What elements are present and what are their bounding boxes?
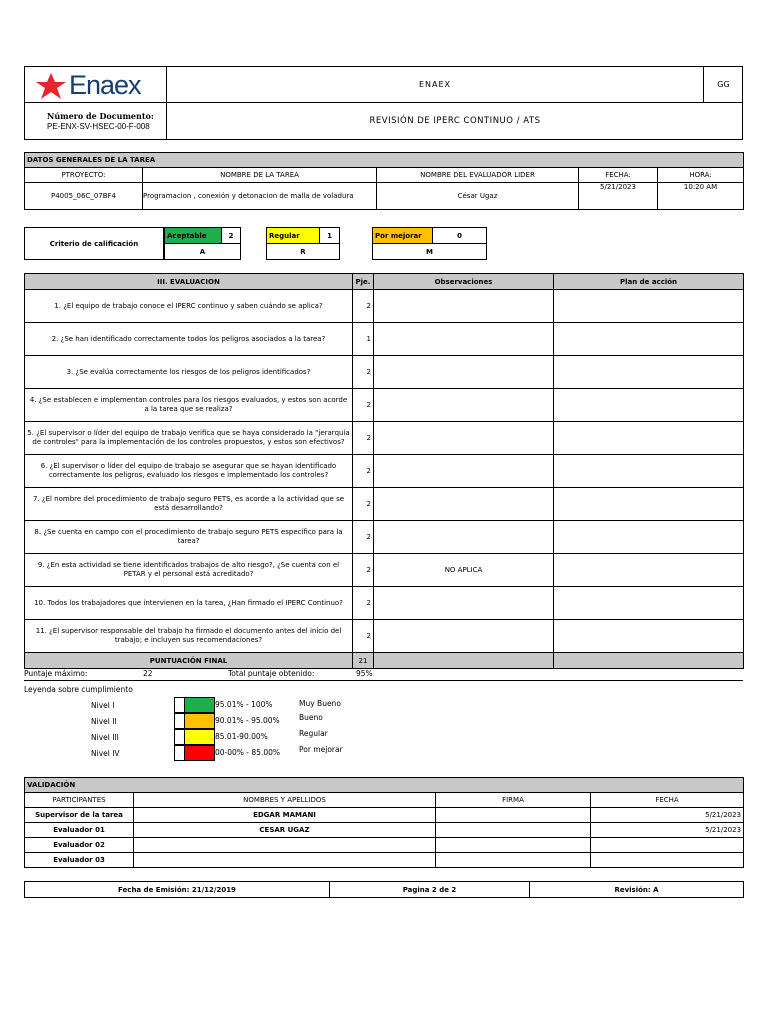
question-text: 2. ¿Se han identificado correctamente todos los peligros asociados a la tarea? (25, 323, 353, 356)
document-header (24, 66, 743, 140)
col-validation-date: FECHA (591, 793, 744, 808)
col-evaluator: NOMBRE DEL EVALUADOR LIDER (377, 168, 579, 183)
question-score[interactable]: 2 (353, 620, 374, 653)
participant-name[interactable]: EDGAR MAMANI (134, 808, 436, 823)
total-score-label: Total puntaje obtenido: (228, 669, 315, 678)
criteria-regular (266, 227, 340, 260)
question-text: 8. ¿Se cuenta en campo con el procedimiento de trabajo seguro PETS específico para la tarea? (25, 521, 353, 554)
issue-date: Fecha de Emisión: 21/12/2019 (25, 882, 330, 898)
legend-color-swatch (185, 745, 215, 761)
page-number: Pagina 2 de 2 (330, 882, 530, 898)
doc-number-cell (25, 103, 167, 139)
question-observation[interactable] (374, 290, 554, 323)
criteria-regular-value: 1 (320, 228, 340, 244)
participant-role: Evaluador 01 (25, 823, 134, 838)
question-text: 9. ¿En esta actividad se tiene identificados trabajos de alto riesgo?, ¿Se cuenta con el PETAR y el personal está acreditado? (25, 554, 353, 587)
question-observation[interactable] (374, 356, 554, 389)
question-text: 3. ¿Se evalúa correctamente los riesgos de los peligros identificados? (25, 356, 353, 389)
col-time: HORA: (658, 168, 744, 183)
legend-range: 90.01% - 95.00% (215, 716, 280, 725)
right-code: GG (703, 67, 743, 103)
col-task: NOMBRE DE LA TAREA (143, 168, 377, 183)
criteria-improve-value: 0 (433, 228, 487, 244)
legend-range: 85.01-90.00% (215, 732, 268, 741)
question-row (25, 290, 744, 323)
validation-row (25, 853, 744, 868)
legend-range: 95.01% - 100% (215, 700, 273, 709)
criteria-acceptable-letter: A (165, 244, 241, 260)
question-row (25, 587, 744, 620)
legend-color-swatch (185, 697, 215, 713)
question-text: 4. ¿Se establecen e implementan controles para los riesgos evaluados, y estos son acorde a la tarea que se realiza? (25, 389, 353, 422)
criteria-improve (372, 227, 487, 260)
question-score[interactable]: 2 (353, 356, 374, 389)
legend-level-name: Nivel II (91, 717, 117, 726)
col-evaluation: III. EVALUACION (25, 274, 353, 290)
criteria-improve-name: Por mejorar (373, 228, 433, 244)
participant-date[interactable] (591, 838, 744, 853)
question-row (25, 356, 744, 389)
question-observation[interactable] (374, 587, 554, 620)
question-observation[interactable] (374, 455, 554, 488)
criteria-acceptable-value: 2 (222, 228, 241, 244)
question-action-plan[interactable] (554, 587, 744, 620)
criteria-label: Criterio de calificación (25, 228, 164, 260)
question-score[interactable]: 2 (353, 488, 374, 521)
question-action-plan[interactable] (554, 389, 744, 422)
legend-checkbox (174, 729, 185, 745)
question-action-plan[interactable] (554, 455, 744, 488)
col-names: NOMBRES Y APELLIDOS (134, 793, 436, 808)
participant-role: Evaluador 03 (25, 853, 134, 868)
question-score[interactable]: 2 (353, 521, 374, 554)
legend-label: Bueno (299, 713, 323, 722)
question-action-plan[interactable] (554, 620, 744, 653)
validation-row (25, 808, 744, 823)
participant-signature[interactable] (436, 853, 591, 868)
question-observation[interactable]: NO APLICA (374, 554, 554, 587)
col-project: PTROYECTO: (25, 168, 143, 183)
question-text: 11. ¿El supervisor responsable del trabajo ha firmado el documento antes del inicio del trabajo; e incluyen sus recomendaciones? (25, 620, 353, 653)
legend-range: 00-00% - 85.00% (215, 748, 280, 757)
question-action-plan[interactable] (554, 422, 744, 455)
question-action-plan[interactable] (554, 356, 744, 389)
legend-checkbox (174, 697, 185, 713)
legend-color-swatch (185, 729, 215, 745)
question-observation[interactable] (374, 488, 554, 521)
legend-checkbox (174, 745, 185, 761)
final-score-label: PUNTUACIÓN FINAL (25, 653, 353, 669)
question-score[interactable]: 1 (353, 323, 374, 356)
validation-row (25, 823, 744, 838)
legend-label: Por mejorar (299, 745, 343, 754)
participant-date[interactable] (591, 853, 744, 868)
validation-title: VALIDACIÓN (25, 778, 744, 793)
col-signature: FIRMA (436, 793, 591, 808)
criteria-improve-letter: M (373, 244, 487, 260)
question-text: 7. ¿El nombre del procedimiento de trabajo seguro PETS, es acorde a la actividad que se está desarrollando? (25, 488, 353, 521)
legend-level-name: Nivel III (91, 733, 119, 742)
center-title: ENAEX (167, 67, 703, 103)
question-row (25, 323, 744, 356)
document-subtitle: REVISIÓN DE IPERC CONTINUO / ATS (369, 116, 541, 126)
question-text: 5. ¿El supervisor o líder del equipo de trabajo verifica que se haya considerado la "jerarquía de controles" para la implementación de los controles propuestos, y estos son efectivos? (25, 422, 353, 455)
question-action-plan[interactable] (554, 323, 744, 356)
revision: Revisión: A (530, 882, 744, 898)
participant-signature[interactable] (436, 808, 591, 823)
question-score[interactable]: 2 (353, 389, 374, 422)
participant-name[interactable] (134, 838, 436, 853)
question-row (25, 488, 744, 521)
participant-date[interactable]: 5/21/2023 (591, 823, 744, 838)
question-observation[interactable] (374, 521, 554, 554)
validation-row (25, 838, 744, 853)
question-row (25, 389, 744, 422)
question-text: 10. Todos los trabajadores que intervienen en la tarea, ¿Han firmado el IPERC Continuo? (25, 587, 353, 620)
question-row (25, 554, 744, 587)
validation-table (24, 777, 744, 868)
legend-color-swatch (185, 713, 215, 729)
question-score[interactable]: 2 (353, 554, 374, 587)
participant-role: Evaluador 02 (25, 838, 134, 853)
question-row (25, 521, 744, 554)
compliance-legend (24, 697, 424, 761)
question-observation[interactable] (374, 323, 554, 356)
totals-row (24, 666, 743, 681)
participant-date[interactable]: 5/21/2023 (591, 808, 744, 823)
col-date: FECHA: (579, 168, 658, 183)
col-action-plan: Plan de acción (554, 274, 744, 290)
final-score-value: 21 (353, 653, 374, 669)
participant-signature[interactable] (436, 823, 591, 838)
criteria-acceptable-name: Aceptable (165, 228, 222, 244)
legend-level-name: Nivel I (91, 701, 115, 710)
question-score[interactable]: 2 (353, 290, 374, 323)
question-row (25, 620, 744, 653)
document-footer (24, 881, 744, 898)
question-text: 1. ¿El equipo de trabajo conoce el IPERC continuo y saben cuándo se aplica? (25, 290, 353, 323)
criteria-regular-letter: R (267, 244, 340, 260)
task-value: Programacion , conexión y detonacion de malla de voladura (143, 183, 377, 210)
company-logo-text: Enaex (69, 70, 141, 100)
project-value: P4005_06C_07BF4 (25, 183, 143, 210)
criteria-acceptable (164, 227, 241, 260)
time-value: 10:20 AM (658, 183, 744, 210)
question-action-plan[interactable] (554, 290, 744, 323)
question-score[interactable]: 2 (353, 587, 374, 620)
evaluation-table (24, 273, 744, 669)
col-observations: Observaciones (374, 274, 554, 290)
question-row (25, 422, 744, 455)
max-score-value: 22 (143, 669, 153, 678)
question-action-plan[interactable] (554, 554, 744, 587)
question-text: 6. ¿El supervisor o líder del equipo de trabajo se asegurar que se hayan identificado correctamente los peligros, evaluado los riesgos e implementado los controles? (25, 455, 353, 488)
section-title-general: DATOS GENERALES DE LA TAREA (25, 153, 744, 168)
legend-level-name: Nivel IV (91, 749, 120, 758)
legend-title: Leyenda sobre cumplimiento (24, 685, 133, 694)
doc-number-label: Número de Documento: (47, 111, 154, 121)
question-score[interactable]: 2 (353, 422, 374, 455)
enaex-star-icon (33, 71, 69, 101)
doc-number: PE-ENX-SV-HSEC-00-F-008 (47, 122, 150, 131)
question-score[interactable]: 2 (353, 455, 374, 488)
total-score-value: 95% (356, 669, 373, 678)
participant-name[interactable]: CESAR UGAZ (134, 823, 436, 838)
col-score: Pje. (353, 274, 374, 290)
date-value: 5/21/2023 (579, 183, 658, 210)
question-observation[interactable] (374, 389, 554, 422)
criteria-regular-name: Regular (267, 228, 320, 244)
question-observation[interactable] (374, 620, 554, 653)
evaluator-value: César Ugaz (377, 183, 579, 210)
criteria-label-table (24, 227, 164, 260)
general-data-table (24, 152, 744, 210)
participant-signature[interactable] (436, 838, 591, 853)
legend-label: Regular (299, 729, 328, 738)
col-participants: PARTICIPANTES (25, 793, 134, 808)
participant-name[interactable] (134, 853, 436, 868)
question-observation[interactable] (374, 422, 554, 455)
question-action-plan[interactable] (554, 521, 744, 554)
legend-label: Muy Bueno (299, 699, 341, 708)
legend-checkbox (174, 713, 185, 729)
question-row (25, 455, 744, 488)
participant-role: Supervisor de la tarea (25, 808, 134, 823)
max-score-label: Puntaje máximo: (24, 669, 88, 678)
logo-cell (25, 67, 167, 103)
question-action-plan[interactable] (554, 488, 744, 521)
